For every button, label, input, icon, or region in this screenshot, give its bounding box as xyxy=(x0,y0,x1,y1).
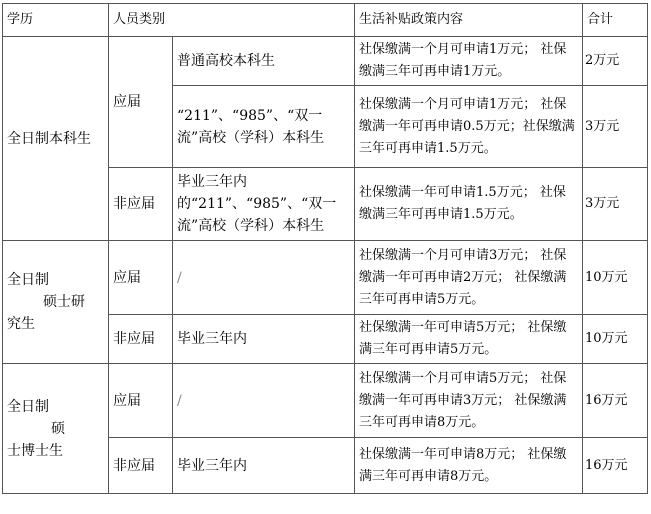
education-cell: 全日制本科生 xyxy=(3,37,109,241)
table-row xyxy=(3,364,648,438)
status-cell: 应届 xyxy=(109,37,173,168)
policy-cell: 社保缴满一年可申请5万元； 社保缴满三年可再申请5万元。 xyxy=(355,315,583,364)
education-line: 硕士研 xyxy=(43,294,85,310)
education-line: 全日制硕 xyxy=(7,398,65,437)
header-row xyxy=(3,4,648,37)
subtype-cell: / xyxy=(173,364,355,438)
subtype-cell: 普通高校本科生 xyxy=(173,37,355,86)
header-education: 学历 xyxy=(3,4,109,37)
total-cell: 16万元 xyxy=(583,364,648,438)
total-cell: 3万元 xyxy=(583,86,648,168)
education-line: 全日制 xyxy=(7,272,49,288)
total-cell: 10万元 xyxy=(583,241,648,315)
table-row xyxy=(3,37,648,86)
education-line: 士博士生 xyxy=(7,442,63,459)
header-total: 合计 xyxy=(583,4,648,37)
header-policy: 生活补贴政策内容 xyxy=(355,4,583,37)
subtype-cell: “211”、“985”、“双一流”高校（学科）本科生 xyxy=(173,86,355,168)
total-cell: 2万元 xyxy=(583,37,648,86)
education-cell xyxy=(3,364,109,494)
total-cell: 10万元 xyxy=(583,315,648,364)
status-cell: 非应届 xyxy=(109,438,173,494)
header-category: 人员类别 xyxy=(109,4,355,37)
status-cell: 应届 xyxy=(109,364,173,438)
subtype-cell: 毕业三年内 xyxy=(173,438,355,494)
status-cell: 应届 xyxy=(109,241,173,315)
policy-cell: 社保缴满一年可申请8万元； 社保缴满三年可再申请8万元。 xyxy=(355,438,583,494)
policy-cell: 社保缴满一年可申请1.5万元； 社保缴满三年可再申请1.5万元。 xyxy=(355,168,583,241)
subtype-cell: 毕业三年内 xyxy=(173,315,355,364)
policy-cell: 社保缴满一个月可申请3万元； 社保缴满一年可再申请2万元； 社保缴满三年可再申请5万元。 xyxy=(355,241,583,315)
education-cell xyxy=(3,241,109,364)
subsidy-policy-table xyxy=(2,3,648,494)
subtype-cell: 毕业三年内的“211”、“985”、“双一流”高校（学科）本科生 xyxy=(173,168,355,241)
status-cell: 非应届 xyxy=(109,315,173,364)
policy-cell: 社保缴满一个月可申请1万元； 社保缴满一年可再申请0.5万元；社保缴满三年可再申请1.5万元。 xyxy=(355,86,583,168)
policy-cell: 社保缴满一个月可申请1万元； 社保缴满三年可再申请1万元。 xyxy=(355,37,583,86)
subtype-cell: / xyxy=(173,241,355,315)
education-line: 究生 xyxy=(7,316,35,332)
total-cell: 16万元 xyxy=(583,438,648,494)
table-row xyxy=(3,241,648,315)
total-cell: 3万元 xyxy=(583,168,648,241)
policy-cell: 社保缴满一个月可申请5万元； 社保缴满一年可再申请3万元； 社保缴满三年可再申请8万元。 xyxy=(355,364,583,438)
status-cell: 非应届 xyxy=(109,168,173,241)
